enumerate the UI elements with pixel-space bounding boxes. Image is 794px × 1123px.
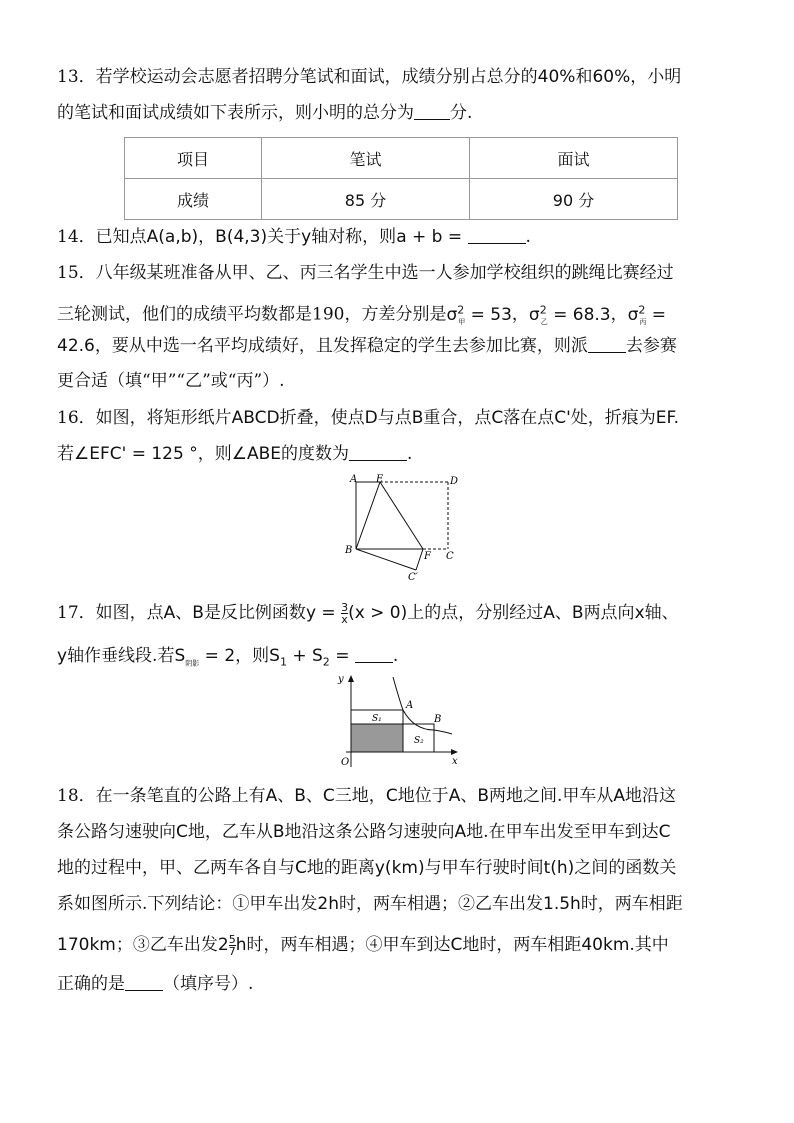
q18-text: 时，两车相遇；②乙车出发 [339, 894, 543, 914]
table-row [125, 138, 678, 179]
answer-blank[interactable] [355, 646, 393, 663]
q18-math: A [454, 822, 467, 842]
label-d: D [450, 476, 459, 487]
sub: 丙 [639, 318, 647, 327]
q18-line5 [57, 934, 669, 957]
label-c-prime: C′ [408, 572, 418, 583]
q16-text: 落在点 [503, 408, 555, 428]
label-s1: S₁ [372, 714, 382, 724]
shaded-region [351, 724, 403, 752]
q17-points: A、B [163, 603, 204, 623]
label-c: C [446, 551, 454, 562]
q17-sum: $S_1 + S_2$ = [269, 646, 350, 669]
q17-axis: y [57, 646, 68, 666]
q15-line3 [57, 335, 677, 357]
q18-math: C [385, 786, 398, 806]
q17-axis: x [634, 603, 645, 623]
answer-blank[interactable] [468, 227, 526, 244]
q18-text: 之间的函数关 [574, 858, 677, 878]
q18-math: 2h [317, 894, 339, 914]
q15-line4: 更合适（填“甲”“乙”或“丙”）. [57, 371, 285, 391]
q18-text: 18．在一条笔直的公路上有 [57, 786, 266, 806]
q18-math: C [295, 858, 307, 878]
q18-text: 地的距离 [306, 858, 375, 878]
q18-line3 [57, 857, 676, 879]
q18-math: A、B、C [265, 786, 335, 806]
table-header: 面试 [470, 138, 678, 179]
edge-bc2 [356, 549, 416, 570]
answer-blank[interactable] [414, 103, 450, 120]
edge-ef [380, 482, 423, 549]
exp: 2 [457, 303, 465, 316]
q18-text: （填序号）. [163, 974, 254, 994]
q15-text: 三轮测试，他们的成绩平均数都是190，方差分别是 [57, 304, 447, 325]
q13-pct1: 40% [537, 67, 576, 87]
q17-text: 是反比例函数 [203, 603, 306, 623]
q16-text: 若 [57, 444, 74, 464]
label-b: B [434, 714, 442, 725]
q17-shade [174, 646, 235, 666]
q16-angle-q: ∠ABE [231, 444, 281, 464]
q18-math: t(h) [543, 858, 575, 878]
q16-text: 16．如图，将矩形纸片 [57, 408, 232, 428]
q18-line4 [57, 893, 683, 915]
q18-fraction [229, 934, 236, 957]
q17-text: 轴、 [644, 603, 679, 623]
q18-text: .其中 [629, 935, 669, 955]
q18-text: 与甲车行驶时间 [424, 858, 544, 878]
label-x: x [452, 756, 458, 767]
q15-text: ，要从中选一名平均成绩好，且发挥稳定的学生去参加比赛，则派 [94, 336, 588, 356]
q18-text: 时，两车相距 [580, 894, 683, 914]
q14-text: . [525, 227, 531, 247]
q18-text: 地的过程中，甲、乙两车各自与 [57, 858, 295, 878]
label-b: B [345, 545, 353, 556]
q17-text: ，则 [235, 646, 270, 666]
q18-math: C [176, 822, 188, 842]
edge-eb [356, 482, 380, 549]
q15-var1 [446, 305, 511, 325]
q13-and: 和 [575, 67, 593, 87]
q16-point: B [411, 408, 424, 428]
q15-var2 [529, 305, 611, 325]
q16-angle-expr: ∠EFC' = 125 ° [74, 444, 198, 464]
s2: S [312, 646, 323, 666]
label-f: F [424, 551, 431, 562]
label-a: A [350, 474, 358, 485]
label-y: y [338, 674, 344, 685]
q16-text: ，则 [197, 444, 232, 464]
q17-text: 轴作垂线段.若 [67, 646, 175, 666]
q18-text: 地沿这 [625, 786, 677, 806]
table-header: 项目 [125, 138, 262, 179]
q15-var3 [628, 305, 666, 325]
q13-text: 13．若学校运动会志愿者招聘分笔试和面试，成绩分别占总分的 [57, 67, 538, 87]
q18-math: B [272, 822, 285, 842]
q13-line2 [57, 102, 472, 124]
q15-line1: 15．八年级某班准备从甲、乙、丙三名学生中选一人参加学校组织的跳绳比赛经过 [57, 263, 674, 283]
q17-domain: (x > 0) [348, 603, 408, 623]
q18-math: 2 [217, 935, 229, 955]
q13-line1 [57, 66, 681, 88]
numerator: 5 [228, 933, 236, 946]
x-arrow-icon [451, 749, 458, 755]
q14-text: ， [198, 227, 216, 247]
q18-math: 1.5h [543, 894, 581, 914]
table-cell: 90 分 [470, 179, 678, 220]
q14-expr: a + b = [396, 227, 463, 247]
q18-text: 正确的是 [57, 974, 125, 994]
q18-line6 [57, 973, 253, 995]
edge-c2f [416, 549, 423, 570]
q18-text: 地位于 [397, 786, 449, 806]
q17-text: . [392, 646, 399, 666]
q15-var3-value: 42.6 [57, 336, 95, 356]
q17-text: 17．如图，点 [57, 603, 164, 623]
exp: 2 [539, 303, 547, 316]
q13-text: 的笔试和面试成绩如下表所示，则小明的总分为 [57, 103, 414, 123]
q18-math: 170km [57, 935, 116, 955]
q18-math: C [658, 822, 671, 842]
label-e: E [376, 474, 384, 485]
q18-math: y(km) [374, 858, 425, 878]
q18-text: 地沿这条公路匀速驶向 [284, 822, 455, 842]
q18-text: 三地， [334, 786, 386, 806]
q16-figure [340, 472, 470, 587]
q15-text: 去参赛 [625, 336, 677, 356]
q13-text: 分. [450, 103, 473, 123]
val: = 53 [470, 304, 512, 325]
q17-text: 上的点，分别经过 [407, 603, 544, 623]
label-a: A [406, 700, 414, 711]
q18-text: 地时，两车相距 [462, 935, 582, 955]
numerator: 3 [341, 601, 349, 614]
q16-text: 与点 [377, 408, 412, 428]
q14-point-b: B(4,3) [215, 227, 268, 247]
q17-line2 [57, 645, 398, 674]
sub: 阴影 [185, 659, 200, 668]
val: = [651, 304, 667, 325]
q14-point-a: A(a,b) [146, 227, 199, 247]
q13-text: ，小明 [630, 67, 682, 87]
q14-text: 轴对称，则 [311, 227, 397, 247]
q18-math: C [450, 935, 463, 955]
answer-blank[interactable] [349, 444, 407, 461]
sub: 甲 [458, 318, 466, 327]
q14-text: 14．已知点 [57, 227, 147, 247]
q13-pct2: 60% [592, 67, 631, 87]
q16-text: . [407, 444, 413, 464]
q14-line [57, 226, 531, 248]
val: = 2 [204, 646, 236, 666]
q16-text: 的度数为 [281, 444, 349, 464]
denominator: x [341, 613, 348, 626]
q16-text: 折叠，使点 [279, 408, 365, 428]
answer-blank[interactable] [588, 336, 626, 353]
q16-rect: ABCD [231, 408, 280, 428]
q16-point: C [491, 408, 504, 428]
y-arrow-icon [348, 675, 354, 682]
q18-math: A、B [448, 786, 489, 806]
q16-line2 [57, 443, 412, 465]
table-cell: 成绩 [125, 179, 262, 220]
answer-blank[interactable] [125, 974, 163, 991]
q16-text: 处，折痕为 [570, 408, 656, 428]
q14-axis: y [301, 227, 312, 247]
exp: 2 [638, 303, 646, 316]
sigma: σ [627, 304, 639, 325]
q14-text: 关于 [267, 227, 302, 247]
eq: = [335, 646, 350, 666]
q18-text: 两地之间.甲车从 [488, 786, 614, 806]
table-header: 笔试 [262, 138, 470, 179]
q17-points: A、B [543, 603, 584, 623]
q18-text: 地，乙车从 [187, 822, 273, 842]
q18-text: 地.在甲车出发至甲车到达 [466, 822, 659, 842]
table-cell: 85 分 [262, 179, 470, 220]
s: S [174, 646, 186, 666]
denominator: 7 [228, 945, 236, 958]
q18-line1 [57, 785, 676, 807]
q18-math: 40km [581, 935, 630, 955]
q17-fraction [341, 602, 348, 625]
score-table [124, 137, 678, 220]
q17-line1 [57, 602, 679, 625]
q18-text: 时，两车相遇；④甲车到达 [246, 935, 451, 955]
label-o: O [341, 757, 350, 768]
q17-func: y = [305, 603, 336, 623]
sigma: σ [528, 304, 540, 325]
q17-figure [336, 672, 466, 774]
q18-text: 条公路匀速驶向 [57, 822, 176, 842]
table-row [125, 179, 678, 220]
s1: S [269, 646, 280, 666]
q18-line2 [57, 821, 670, 843]
q18-text: ；③乙车出发 [115, 935, 218, 955]
q17-text: 两点向 [583, 603, 635, 623]
q16-point: D [364, 408, 378, 428]
q16-line1 [57, 407, 679, 429]
q18-math: A [613, 786, 626, 806]
q18-math: h [235, 935, 247, 955]
label-s2: S₂ [414, 736, 424, 746]
q16-crease: EF. [655, 408, 679, 428]
q15-line2: 三轮测试，他们的成绩平均数都是190，方差分别是$\sigma^2_甲 = 53$，$\sigma^2_乙 = 68.3$，$\sigma^2_丙$ = [57, 303, 667, 327]
sub: 乙 [540, 318, 548, 327]
val: = 68.3 [553, 304, 611, 325]
q16-point: C' [554, 408, 571, 428]
sigma: σ [446, 304, 458, 325]
q16-text: 重合，点 [423, 408, 492, 428]
q18-text: 系如图所示.下列结论：①甲车出发 [57, 894, 318, 914]
